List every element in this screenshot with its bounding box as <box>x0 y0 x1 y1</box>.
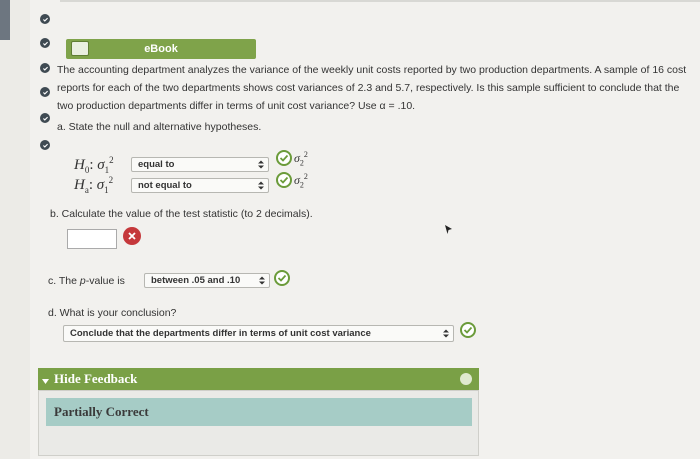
question-status-check-icon[interactable] <box>40 87 50 97</box>
conclusion-selected: Conclude that the departments differ in terms of unit cost variance <box>70 328 371 339</box>
select-arrows-icon <box>258 179 264 192</box>
h0-relation-value: equal to <box>138 159 175 170</box>
correct-check-icon <box>276 150 292 166</box>
test-statistic-input[interactable] <box>67 229 117 249</box>
part-a-label: a. State the null and alternative hypotheses. <box>57 121 262 133</box>
ha-label: $H_a$: $\sigma_1^2$ <box>74 175 114 195</box>
hide-feedback-label: Hide Feedback <box>54 371 138 386</box>
question-status-check-icon[interactable] <box>40 14 50 24</box>
correct-check-icon <box>274 270 290 286</box>
part-d-label: d. What is your conclusion? <box>48 307 177 319</box>
select-arrows-icon <box>258 158 264 171</box>
mouse-cursor-icon <box>444 222 453 240</box>
correct-check-icon <box>276 172 292 188</box>
hide-feedback-toggle[interactable] <box>38 368 479 390</box>
nav-corner-tab <box>0 0 10 40</box>
caret-down-icon <box>42 373 49 389</box>
h0-rhs: $\sigma_2^2$ <box>294 150 308 168</box>
p-value-selected: between .05 and .10 <box>151 275 241 286</box>
h0-relation-select[interactable] <box>131 157 269 172</box>
question-status-check-icon[interactable] <box>40 63 50 73</box>
feedback-result: Partially Correct <box>46 398 472 426</box>
ebook-label: eBook <box>144 43 178 55</box>
part-b-label: b. Calculate the value of the test statistic (to 2 decimals). <box>50 208 313 220</box>
question-status-check-icon[interactable] <box>40 113 50 123</box>
question-status-check-icon[interactable] <box>40 38 50 48</box>
conclusion-select[interactable] <box>63 325 454 342</box>
p-value-select[interactable] <box>144 273 270 288</box>
correct-check-icon <box>460 322 476 338</box>
incorrect-x-icon <box>123 227 141 245</box>
ha-rhs: $\sigma_2^2$ <box>294 172 308 190</box>
h0-label: $H_0$: $\sigma_1^2$ <box>74 155 114 175</box>
feedback-status-icon <box>460 373 472 385</box>
ebook-button[interactable] <box>66 39 256 59</box>
ha-relation-value: not equal to <box>138 180 192 191</box>
question-status-check-icon[interactable] <box>40 140 50 150</box>
ha-relation-select[interactable] <box>131 178 269 193</box>
left-question-nav <box>0 0 30 459</box>
question-text: The accounting department analyzes the variance of the weekly unit costs reported by two production departments. A sample of 16 cost reports for each of the two departments shows cost variances of 2.3 and 5.7, respectively. Is this sample sufficient to conclude that the two production departments differ in terms of unit cost variance? Use α = .10. <box>57 64 687 112</box>
select-arrows-icon <box>443 326 449 341</box>
top-divider <box>60 0 700 2</box>
select-arrows-icon <box>259 274 265 287</box>
book-icon <box>71 41 89 56</box>
part-c-label: c. The p-value is <box>48 275 125 287</box>
